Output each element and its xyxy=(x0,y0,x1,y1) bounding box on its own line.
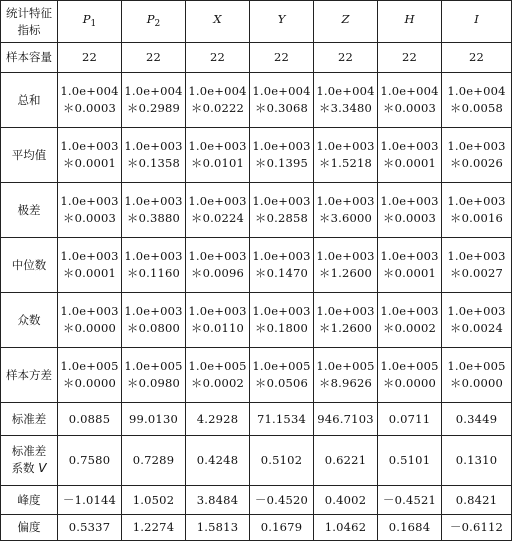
cell-multiplier: ＊0.0002 xyxy=(190,376,245,390)
corner-header-line1: 统计特征 xyxy=(6,5,52,20)
row-label-text: 中位数 xyxy=(11,257,47,272)
data-cell xyxy=(122,128,186,183)
cell-multiplier: ＊0.0222 xyxy=(190,101,245,115)
cell-value: 1.0e+005 xyxy=(124,359,183,374)
cell-value: 0.0885 xyxy=(68,411,111,426)
data-cell xyxy=(250,515,314,541)
cell-value: 1.0e+004 xyxy=(60,84,119,99)
cell-value: 1.0e+003 xyxy=(380,194,439,209)
cell-value: 1.0e+003 xyxy=(124,194,183,209)
data-cell xyxy=(314,293,378,348)
cell-value: 1.0e+003 xyxy=(124,249,183,264)
cell-value: 1.0e+003 xyxy=(188,249,247,264)
variable-header-h: H xyxy=(378,1,442,43)
cell-value: 1.2274 xyxy=(132,520,175,535)
cell-value: 22 xyxy=(209,50,226,65)
data-cell xyxy=(186,43,250,73)
corner-header xyxy=(1,1,58,43)
cell-multiplier: ＊0.0027 xyxy=(449,266,504,280)
data-cell xyxy=(314,183,378,238)
cell-value: 1.0e+003 xyxy=(188,194,247,209)
data-cell xyxy=(378,515,442,541)
cell-value: 22 xyxy=(337,50,354,65)
data-cell xyxy=(314,436,378,486)
cell-value: 22 xyxy=(145,50,162,65)
cell-value: 1.0e+004 xyxy=(124,84,183,99)
cell-multiplier: ＊0.0110 xyxy=(190,321,245,335)
variable-header-x: X xyxy=(186,1,250,43)
row-label xyxy=(1,43,58,73)
row-label-text: 总和 xyxy=(17,92,41,107)
data-cell xyxy=(314,128,378,183)
cell-value: 1.0e+003 xyxy=(124,304,183,319)
cell-multiplier: ＊1.2600 xyxy=(318,321,373,335)
data-cell xyxy=(122,73,186,128)
cell-multiplier: ＊0.0026 xyxy=(449,156,504,170)
data-cell xyxy=(250,486,314,515)
data-cell xyxy=(122,348,186,403)
cell-multiplier: ＊0.0800 xyxy=(126,321,181,335)
data-cell xyxy=(122,293,186,348)
cell-multiplier: ＊0.0000 xyxy=(62,376,117,390)
cell-value: －0.6112 xyxy=(449,520,504,535)
cell-value: 0.1684 xyxy=(388,520,431,535)
row-label-suffix: 系数 xyxy=(11,461,35,476)
cell-multiplier: ＊0.0024 xyxy=(449,321,504,335)
data-cell xyxy=(186,348,250,403)
cell-value: 1.0e+005 xyxy=(316,359,375,374)
cell-multiplier: ＊1.5218 xyxy=(318,156,373,170)
cell-value: 946.7103 xyxy=(317,411,374,426)
row-label xyxy=(1,73,58,128)
cell-value: 3.8484 xyxy=(196,492,239,507)
table-row xyxy=(1,436,512,486)
data-cell xyxy=(186,436,250,486)
cell-value: 1.0e+003 xyxy=(60,139,119,154)
cell-value: 1.0e+003 xyxy=(124,139,183,154)
variable-header-i: I xyxy=(442,1,512,43)
data-cell xyxy=(58,348,122,403)
cell-value: －0.4520 xyxy=(254,492,309,507)
cell-multiplier: ＊0.0001 xyxy=(62,266,117,280)
cell-value: 22 xyxy=(81,50,98,65)
table-row xyxy=(1,183,512,238)
cell-value: 1.0e+003 xyxy=(316,249,375,264)
cell-multiplier: ＊0.0003 xyxy=(62,211,117,225)
cell-multiplier: ＊0.0003 xyxy=(382,211,437,225)
data-cell xyxy=(378,403,442,436)
cell-multiplier: ＊3.3480 xyxy=(318,101,373,115)
row-label-text: 极差 xyxy=(17,202,41,217)
cell-value: 0.5101 xyxy=(388,453,431,468)
cell-value: 1.5813 xyxy=(196,520,239,535)
table-row xyxy=(1,515,512,541)
cell-value: 1.0e+003 xyxy=(380,249,439,264)
data-cell xyxy=(58,183,122,238)
cell-multiplier: ＊0.1358 xyxy=(126,156,181,170)
cell-value: 1.0e+003 xyxy=(316,139,375,154)
cell-multiplier: ＊0.0000 xyxy=(382,376,437,390)
row-label xyxy=(1,183,58,238)
cell-multiplier: ＊3.6000 xyxy=(318,211,373,225)
variable-header-p2: $P_2$ xyxy=(122,1,186,43)
cell-value: 1.0502 xyxy=(132,492,175,507)
table-row xyxy=(1,128,512,183)
data-cell xyxy=(186,128,250,183)
cell-multiplier: ＊0.0506 xyxy=(254,376,309,390)
cell-value: 0.3449 xyxy=(455,411,498,426)
data-cell xyxy=(378,128,442,183)
cell-value: 1.0e+004 xyxy=(252,84,311,99)
row-label xyxy=(1,128,58,183)
data-cell xyxy=(314,403,378,436)
data-cell xyxy=(122,238,186,293)
data-cell xyxy=(314,486,378,515)
cell-multiplier: ＊0.0000 xyxy=(449,376,504,390)
cell-value: 1.0e+003 xyxy=(188,304,247,319)
cell-value: 1.0e+003 xyxy=(447,139,506,154)
row-label-text: 偏度 xyxy=(17,520,41,535)
data-cell xyxy=(442,73,512,128)
cell-value: 22 xyxy=(273,50,290,65)
cell-multiplier: ＊0.1160 xyxy=(126,266,181,280)
data-cell xyxy=(58,293,122,348)
data-cell xyxy=(378,73,442,128)
variable-header-z: Z xyxy=(314,1,378,43)
cell-value: 22 xyxy=(468,50,485,65)
data-cell xyxy=(442,128,512,183)
data-cell xyxy=(122,436,186,486)
data-cell xyxy=(250,348,314,403)
row-label xyxy=(1,348,58,403)
row-label-text: 样本方差 xyxy=(6,367,52,382)
data-cell xyxy=(250,436,314,486)
row-label xyxy=(1,486,58,515)
data-cell xyxy=(442,436,512,486)
cell-value: 1.0e+005 xyxy=(60,359,119,374)
cell-value: 1.0e+004 xyxy=(447,84,506,99)
data-cell xyxy=(122,515,186,541)
cell-value: 1.0e+003 xyxy=(252,139,311,154)
data-cell xyxy=(186,486,250,515)
data-cell xyxy=(442,183,512,238)
row-label xyxy=(1,515,58,541)
cell-multiplier: ＊1.2600 xyxy=(318,266,373,280)
row-label-text: 标准差 xyxy=(11,411,47,426)
data-cell xyxy=(442,348,512,403)
data-cell xyxy=(186,183,250,238)
row-label-text: 样本容量 xyxy=(6,50,52,65)
cell-multiplier: ＊0.3068 xyxy=(254,101,309,115)
data-cell xyxy=(378,293,442,348)
cell-value: 1.0e+003 xyxy=(380,139,439,154)
cell-value: 1.0e+005 xyxy=(447,359,506,374)
cell-value: 71.1534 xyxy=(257,411,306,426)
row-label-text-2 xyxy=(1,460,57,477)
cell-value: 1.0e+003 xyxy=(380,304,439,319)
data-cell xyxy=(122,403,186,436)
cell-value: －1.0144 xyxy=(62,492,117,507)
cell-multiplier: ＊0.1470 xyxy=(254,266,309,280)
data-cell xyxy=(58,515,122,541)
cell-multiplier: ＊0.0001 xyxy=(382,156,437,170)
cell-value: 1.0e+003 xyxy=(252,249,311,264)
data-cell xyxy=(122,43,186,73)
cell-multiplier: ＊0.0980 xyxy=(126,376,181,390)
data-cell xyxy=(314,238,378,293)
table-row xyxy=(1,293,512,348)
cell-value: 1.0e+003 xyxy=(60,194,119,209)
table-row xyxy=(1,43,512,73)
table-row xyxy=(1,486,512,515)
data-cell xyxy=(442,486,512,515)
cell-value: 1.0e+003 xyxy=(60,249,119,264)
row-label xyxy=(1,403,58,436)
variable-header-p1: $P_1$ xyxy=(58,1,122,43)
data-cell xyxy=(58,128,122,183)
data-cell xyxy=(58,238,122,293)
cell-value: 1.0e+003 xyxy=(60,304,119,319)
cell-multiplier: ＊0.0001 xyxy=(62,156,117,170)
data-cell xyxy=(314,348,378,403)
data-cell xyxy=(378,486,442,515)
cell-value: 0.5337 xyxy=(68,520,111,535)
cell-value: 1.0e+004 xyxy=(316,84,375,99)
data-cell xyxy=(186,73,250,128)
cell-value: 0.7289 xyxy=(132,453,175,468)
cell-value: 99.0130 xyxy=(129,411,178,426)
data-cell xyxy=(250,73,314,128)
cell-value: 1.0e+005 xyxy=(252,359,311,374)
cell-value: 0.8421 xyxy=(455,492,498,507)
cell-value: 1.0e+003 xyxy=(447,249,506,264)
variable-header-y: Y xyxy=(250,1,314,43)
cell-value: 0.4248 xyxy=(196,453,239,468)
data-cell xyxy=(378,348,442,403)
cell-value: 4.2928 xyxy=(196,411,239,426)
cell-value: 1.0e+003 xyxy=(316,304,375,319)
data-cell xyxy=(186,293,250,348)
header-row xyxy=(1,1,512,43)
data-cell xyxy=(186,515,250,541)
row-label xyxy=(1,436,58,486)
cell-value: 0.1679 xyxy=(260,520,303,535)
cell-value: 1.0e+003 xyxy=(252,304,311,319)
cell-value: 1.0e+003 xyxy=(447,194,506,209)
data-cell xyxy=(250,43,314,73)
data-cell xyxy=(186,238,250,293)
corner-header-line2: 指标 xyxy=(17,22,41,37)
data-cell xyxy=(58,403,122,436)
data-cell xyxy=(378,43,442,73)
cell-value: 0.5102 xyxy=(260,453,303,468)
cell-value: 0.4002 xyxy=(324,492,367,507)
cell-multiplier: ＊0.0000 xyxy=(62,321,117,335)
cell-multiplier: ＊0.0224 xyxy=(190,211,245,225)
data-cell xyxy=(250,403,314,436)
cell-value: 0.7580 xyxy=(68,453,111,468)
cell-value: 22 xyxy=(401,50,418,65)
cell-value: 0.1310 xyxy=(455,453,498,468)
data-cell xyxy=(250,183,314,238)
data-cell xyxy=(378,183,442,238)
data-cell xyxy=(58,486,122,515)
cell-value: 0.6221 xyxy=(324,453,367,468)
table-row xyxy=(1,238,512,293)
data-cell xyxy=(186,403,250,436)
data-cell xyxy=(442,293,512,348)
data-cell xyxy=(314,515,378,541)
cell-multiplier: ＊0.0016 xyxy=(449,211,504,225)
cell-multiplier: ＊0.1800 xyxy=(254,321,309,335)
data-cell xyxy=(58,43,122,73)
cell-multiplier: ＊0.0003 xyxy=(62,101,117,115)
cell-multiplier: ＊8.9626 xyxy=(318,376,373,390)
cell-value: －0.4521 xyxy=(382,492,437,507)
cell-value: 1.0e+003 xyxy=(447,304,506,319)
cell-multiplier: ＊0.0101 xyxy=(190,156,245,170)
data-cell xyxy=(442,403,512,436)
cell-value: 1.0e+003 xyxy=(188,139,247,154)
row-label-text: 众数 xyxy=(17,312,41,327)
cell-multiplier: ＊0.0001 xyxy=(382,266,437,280)
data-cell xyxy=(250,128,314,183)
cell-value: 1.0e+004 xyxy=(188,84,247,99)
cell-multiplier: ＊0.3880 xyxy=(126,211,181,225)
cell-multiplier: ＊0.2989 xyxy=(126,101,181,115)
cell-multiplier: ＊0.0002 xyxy=(382,321,437,335)
table-row xyxy=(1,403,512,436)
cell-value: 1.0e+004 xyxy=(380,84,439,99)
row-label-text: 标准差 xyxy=(11,444,47,459)
data-cell xyxy=(122,183,186,238)
row-label xyxy=(1,238,58,293)
data-cell xyxy=(58,73,122,128)
cell-multiplier: ＊0.1395 xyxy=(254,156,309,170)
row-label-text: 峰度 xyxy=(17,492,41,507)
table-row xyxy=(1,73,512,128)
cell-value: 1.0e+005 xyxy=(380,359,439,374)
cell-value: 1.0462 xyxy=(324,520,367,535)
data-cell xyxy=(250,238,314,293)
row-label-variable: V xyxy=(38,461,47,476)
data-cell xyxy=(442,238,512,293)
data-cell xyxy=(378,436,442,486)
cell-multiplier: ＊0.0003 xyxy=(382,101,437,115)
data-cell xyxy=(442,515,512,541)
cell-value: 0.0711 xyxy=(388,411,431,426)
row-label-text: 平均值 xyxy=(11,147,47,162)
data-cell xyxy=(58,436,122,486)
data-cell xyxy=(314,43,378,73)
data-cell xyxy=(250,293,314,348)
data-cell xyxy=(314,73,378,128)
table-row xyxy=(1,348,512,403)
cell-multiplier: ＊0.0058 xyxy=(449,101,504,115)
data-cell xyxy=(442,43,512,73)
data-cell xyxy=(378,238,442,293)
cell-multiplier: ＊0.2858 xyxy=(254,211,309,225)
cell-value: 1.0e+005 xyxy=(188,359,247,374)
cell-multiplier: ＊0.0096 xyxy=(190,266,245,280)
row-label xyxy=(1,293,58,348)
cell-value: 1.0e+003 xyxy=(316,194,375,209)
cell-value: 1.0e+003 xyxy=(252,194,311,209)
data-cell xyxy=(122,486,186,515)
